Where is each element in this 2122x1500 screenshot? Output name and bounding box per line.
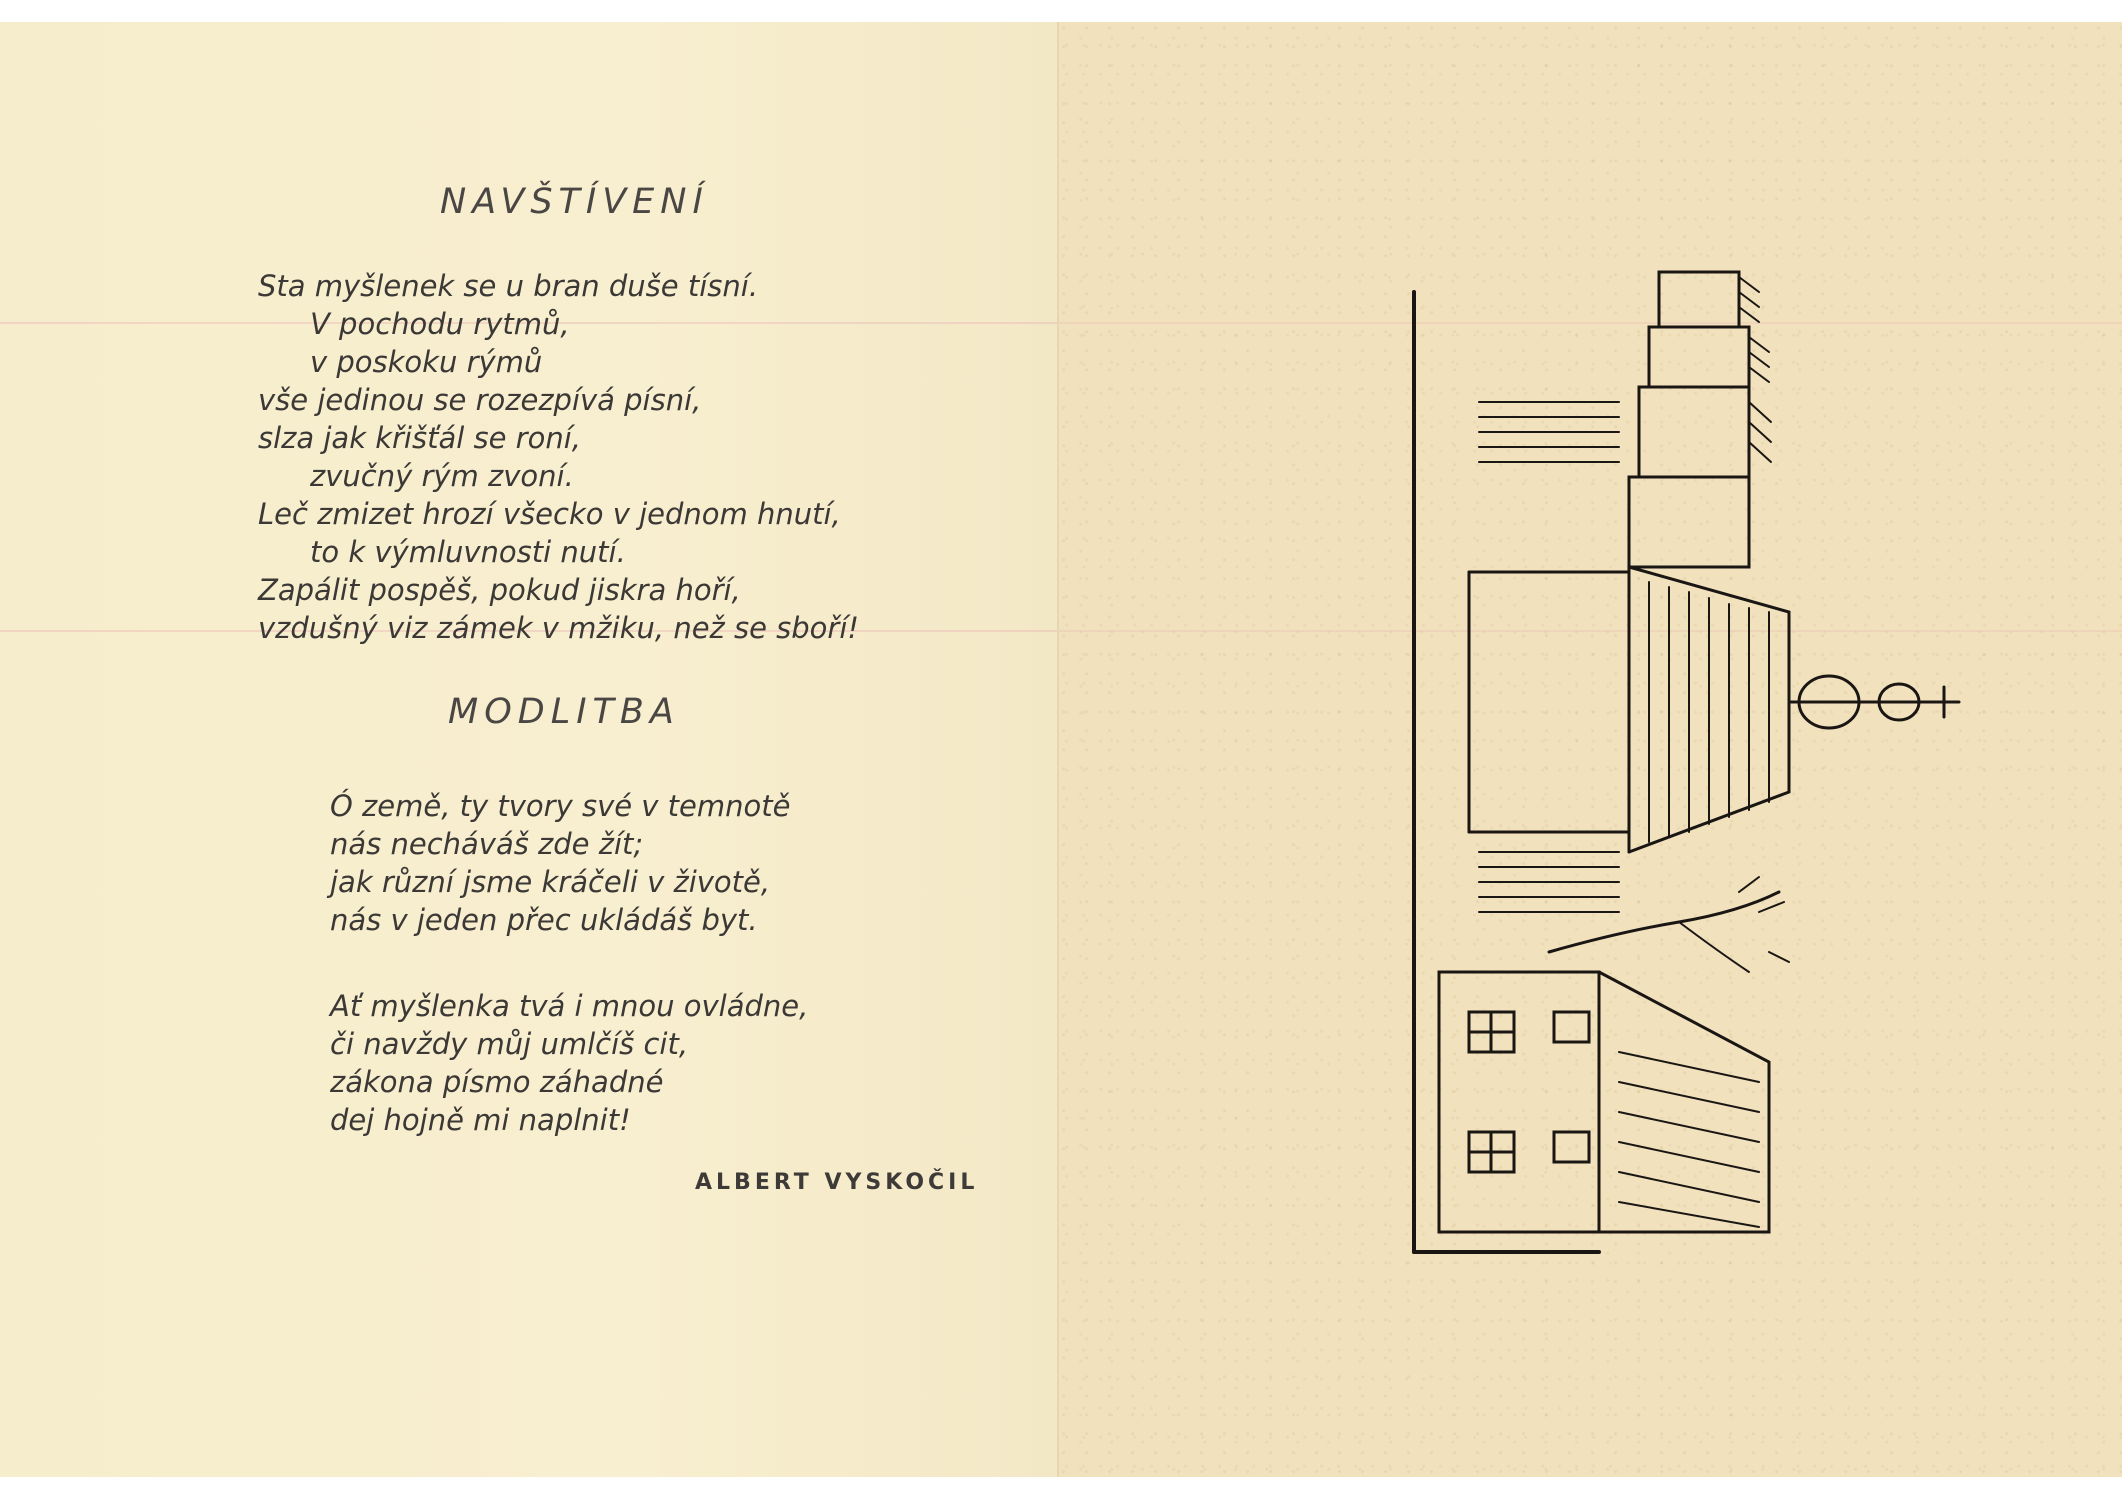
poem-line: vzdušný viz zámek v mžiku, než se sboří! [258,611,860,645]
church-sketch-icon [1319,252,1979,1272]
poem-line: to k výmluvnosti nutí. [310,535,626,569]
poem-line: dej hojně mi naplnit! [330,1103,631,1137]
poem-line: slza jak křišťál se roní, [258,421,582,455]
poem-line: Leč zmizet hrozí všecko v jednom hnutí, [258,497,841,531]
poem-modlitba-stanza-2 [330,987,808,1139]
poem-line: Ó země, ty tvory své v temnotě [330,789,791,823]
poem-line: V pochodu rytmů, [310,307,570,341]
left-page [0,22,1059,1477]
book-spread [0,22,2122,1477]
poem-line: zvučný rým zvoní. [310,459,574,493]
poem-line: Zapálit pospěš, pokud jiskra hoří, [258,573,741,607]
poem-line: jak různí jsme kráčeli v životě, [330,865,771,899]
poem-title-navstiveni: NAVŠTÍVENÍ [440,182,709,222]
poem-line: Ať myšlenka tvá i mnou ovládne, [330,989,809,1023]
poem-line: či navždy můj umlčíš cit, [330,1027,689,1061]
poem-modlitba-stanza-1 [330,787,790,939]
poem-line: Sta myšlenek se u bran duše tísní. [258,269,759,303]
author-name: ALBERT VYSKOČIL [695,1170,979,1195]
poem-navstiveni-body [258,267,859,647]
poem-title-modlitba: MODLITBA [448,692,680,732]
poem-line: zákona písmo záhadné [330,1065,664,1099]
right-page [1059,22,2122,1477]
poem-line: vše jedinou se rozezpívá písní, [258,383,702,417]
poem-line: v poskoku rýmů [310,345,543,379]
poem-line: nás necháváš zde žít; [330,827,644,861]
poem-line: nás v jeden přec ukládáš byt. [330,903,758,937]
